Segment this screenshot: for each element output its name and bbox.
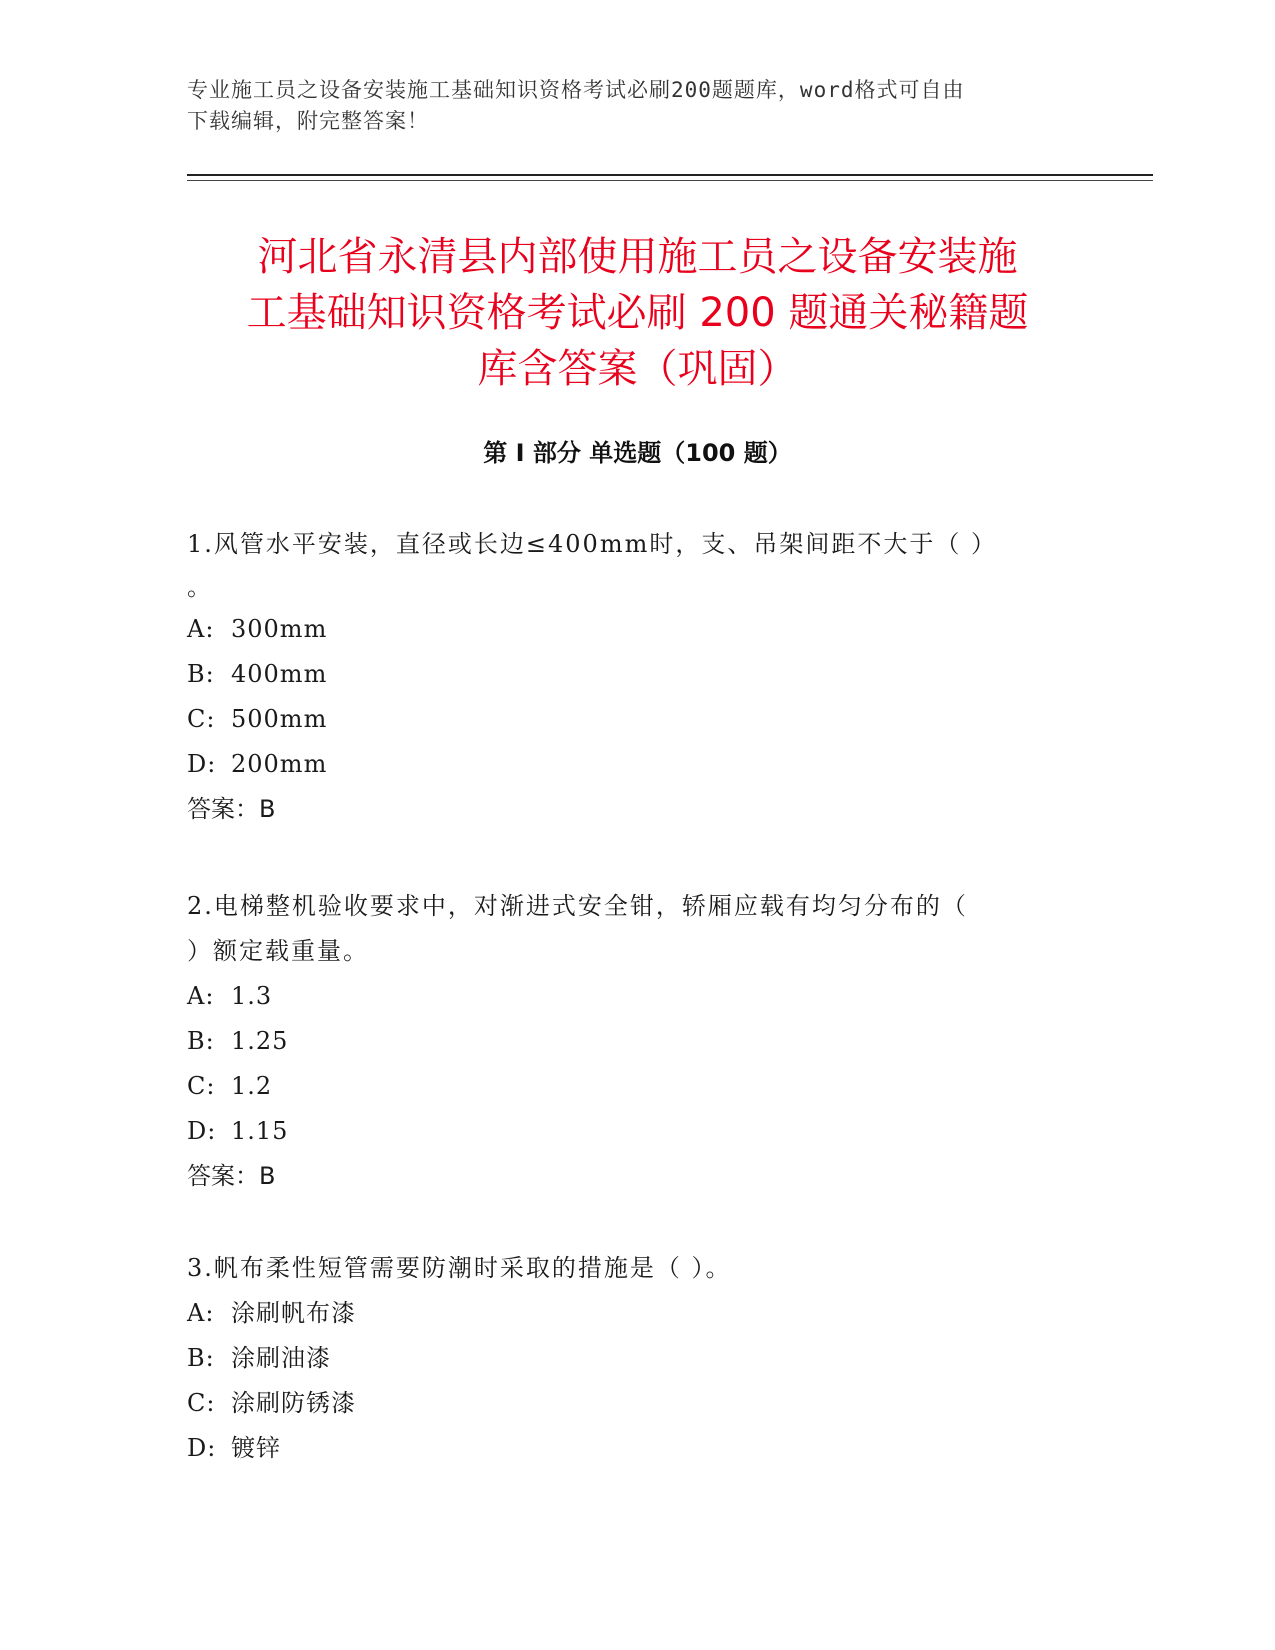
option-label: B:: [187, 1344, 215, 1372]
answer-option: [187, 1381, 1077, 1426]
answer-option: [187, 607, 1077, 652]
document-title-line: 河北省永清县内部使用施工员之设备安装施: [257, 234, 1018, 280]
section-heading: 第 I 部分 单选题（100 题）: [483, 439, 792, 467]
option-text: 镀锌: [231, 1434, 281, 1462]
option-label: A:: [187, 1299, 215, 1327]
answer-option: [187, 742, 1077, 787]
answer-option: [187, 1019, 1077, 1064]
answer-option: [187, 1064, 1077, 1109]
header-note-line: 专业施工员之设备安装施工基础知识资格考试必刷200题题库，word格式可自由: [187, 78, 965, 102]
answer-option: [187, 697, 1077, 742]
header-divider: [187, 180, 1153, 181]
option-label: B:: [187, 1027, 215, 1055]
option-label: A:: [187, 982, 215, 1010]
option-text: 1.25: [231, 1027, 289, 1055]
answer-option: [187, 652, 1077, 697]
document-title: [195, 229, 1080, 397]
option-label: C:: [187, 1072, 216, 1100]
option-label: D:: [187, 750, 217, 778]
answer-option: [187, 1336, 1077, 1381]
option-label: B:: [187, 660, 215, 688]
answer-option: [187, 1291, 1077, 1336]
option-label: A:: [187, 615, 215, 643]
header-divider: [187, 174, 1153, 176]
option-label: C:: [187, 1389, 216, 1417]
option-text: 涂刷帆布漆: [231, 1299, 356, 1327]
option-text: 1.2: [231, 1072, 273, 1100]
question-item: [187, 522, 1077, 832]
answer-option: [187, 974, 1077, 1019]
answer-option: [187, 1109, 1077, 1154]
answer-key: 答案：B: [187, 795, 276, 823]
option-text: 300mm: [231, 615, 328, 643]
option-text: 200mm: [231, 750, 328, 778]
question-stem: 1.风管水平安装，直径或长边≤400mm时，支、吊架间距不大于（ ）: [187, 530, 997, 558]
answer-option: [187, 1426, 1077, 1471]
question-stem: 2.电梯整机验收要求中，对渐进式安全钳，轿厢应载有均匀分布的（: [187, 892, 968, 920]
question-item: [187, 1246, 1077, 1471]
option-text: 500mm: [231, 705, 328, 733]
option-text: 涂刷油漆: [231, 1344, 331, 1372]
document-title-line: 库含答案（巩固）: [477, 346, 798, 392]
option-text: 400mm: [231, 660, 328, 688]
document-title-line: 工基础知识资格考试必刷 200 题通关秘籍题: [246, 290, 1029, 336]
question-stem: 。: [187, 573, 213, 601]
question-stem: 3.帆布柔性短管需要防潮时采取的措施是（ ）。: [187, 1254, 732, 1282]
option-text: 1.3: [231, 982, 273, 1010]
answer-key: 答案：B: [187, 1162, 276, 1190]
header-note: [187, 75, 1087, 137]
option-label: D:: [187, 1434, 217, 1462]
option-text: 涂刷防锈漆: [231, 1389, 356, 1417]
question-item: [187, 884, 1077, 1199]
option-text: 1.15: [231, 1117, 289, 1145]
header-note-line: 下载编辑，附完整答案！: [187, 109, 429, 133]
option-label: D:: [187, 1117, 217, 1145]
option-label: C:: [187, 705, 216, 733]
question-stem: ）额定载重量。: [187, 937, 369, 965]
